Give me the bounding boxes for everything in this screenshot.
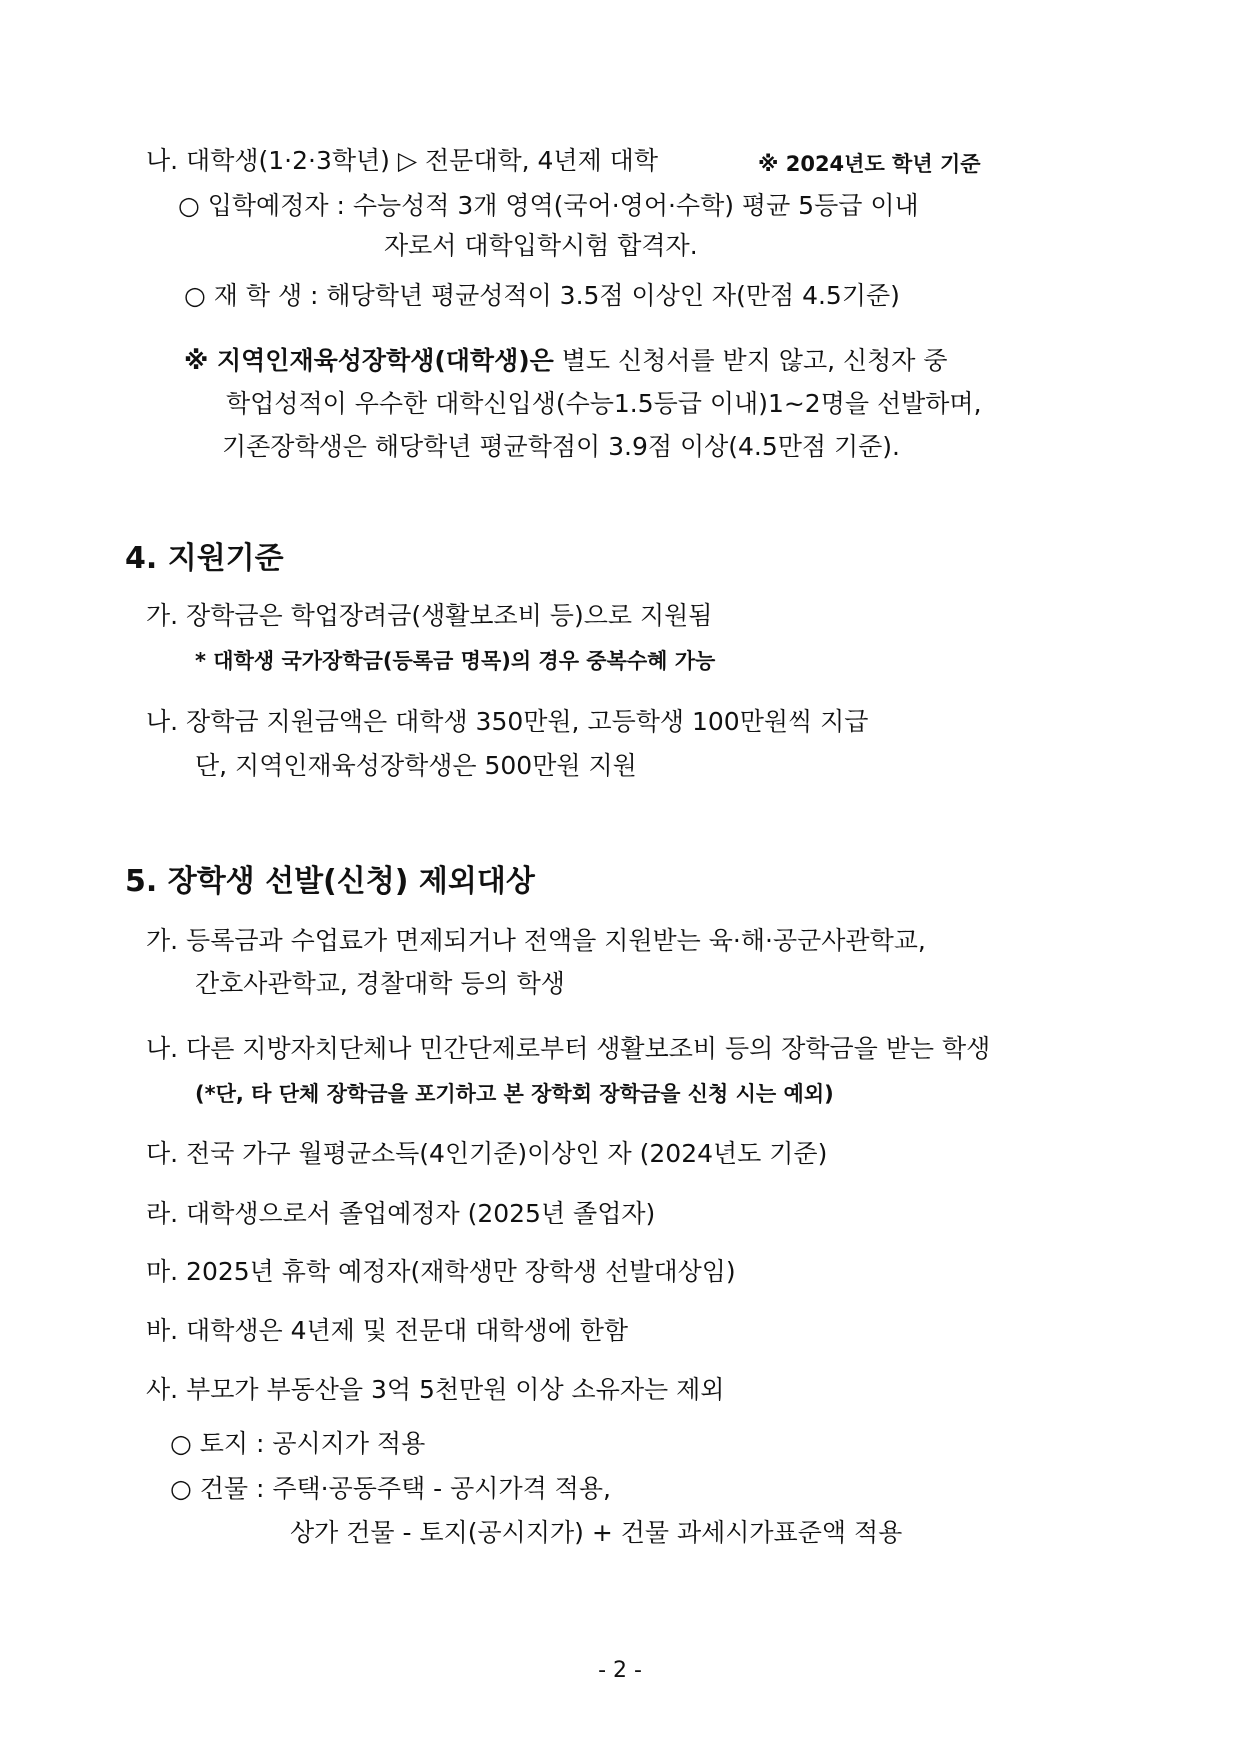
exclusion-da: 다. 전국 가구 월평균소득(4인기준)이상인 자 (2024년도 기준) <box>146 1139 828 1168</box>
regional-note-line2: 학업성적이 우수한 대학신입생(수능1.5등급 이내)1~2명을 선발하며, <box>226 389 982 418</box>
support-ga: 가. 장학금은 학업장려금(생활보조비 등)으로 지원됨 <box>146 601 713 630</box>
regional-note-prefix: ※ 지역인재육성장학생(대학생)은 <box>184 346 554 375</box>
entrant-criteria-line1: ○ 입학예정자 : 수능성적 3개 영역(국어·영어·수학) 평균 5등급 이내 <box>178 191 919 220</box>
univ-student-criteria: 나. 대학생(1·2·3학년) ▷ 전문대학, 4년제 대학 <box>146 146 658 175</box>
exclusion-building-line1: ○ 건물 : 주택·공동주택 - 공시가격 적용, <box>170 1474 611 1503</box>
exclusion-ra: 라. 대학생으로서 졸업예정자 (2025년 졸업자) <box>146 1199 656 1228</box>
exclusion-ga-line1: 가. 등록금과 수업료가 면제되거나 전액을 지원받는 육·해·공군사관학교, <box>146 926 926 955</box>
enrolled-criteria: ○ 재 학 생 : 해당학년 평균성적이 3.5점 이상인 자(만점 4.5기준) <box>184 281 900 310</box>
support-ga-note: * 대학생 국가장학금(등록금 명목)의 경우 중복수혜 가능 <box>195 649 716 673</box>
exclusion-ga-line2: 간호사관학교, 경찰대학 등의 학생 <box>195 969 565 998</box>
year-basis-note: ※ 2024년도 학년 기준 <box>758 152 981 176</box>
exclusion-land: ○ 토지 : 공시지가 적용 <box>170 1429 426 1458</box>
exclusion-na-line1: 나. 다른 지방자치단체나 민간단제로부터 생활보조비 등의 장학금을 받는 학생 <box>146 1034 991 1063</box>
exclusion-na-line2: (*단, 타 단체 장학금을 포기하고 본 장학회 장학금을 신청 시는 예외) <box>195 1082 834 1106</box>
regional-note-rest: 별도 신청서를 받지 않고, 신청자 중 <box>553 346 948 375</box>
section5-heading: 5. 장학생 선발(신청) 제외대상 <box>125 864 535 899</box>
regional-note-line1 <box>184 345 948 377</box>
exclusion-sa: 사. 부모가 부동산을 3억 5천만원 이상 소유자는 제외 <box>146 1375 725 1404</box>
regional-note-line3: 기존장학생은 해당학년 평균학점이 3.9점 이상(4.5만점 기준). <box>222 432 901 461</box>
page-number: - 2 - <box>598 1658 642 1683</box>
exclusion-ma: 마. 2025년 휴학 예정자(재학생만 장학생 선발대상임) <box>146 1257 736 1286</box>
exclusion-ba: 바. 대학생은 4년제 및 전문대 대학생에 한함 <box>146 1316 629 1345</box>
section4-heading: 4. 지원기준 <box>125 541 284 576</box>
entrant-criteria-line2: 자로서 대학입학시험 합격자. <box>384 231 698 260</box>
support-na-line2: 단, 지역인재육성장학생은 500만원 지원 <box>195 751 637 780</box>
exclusion-building-line2: 상가 건물 - 토지(공시지가) + 건물 과세시가표준액 적용 <box>290 1518 903 1547</box>
support-na-line1: 나. 장학금 지원금액은 대학생 350만원, 고등학생 100만원씩 지급 <box>146 707 869 736</box>
